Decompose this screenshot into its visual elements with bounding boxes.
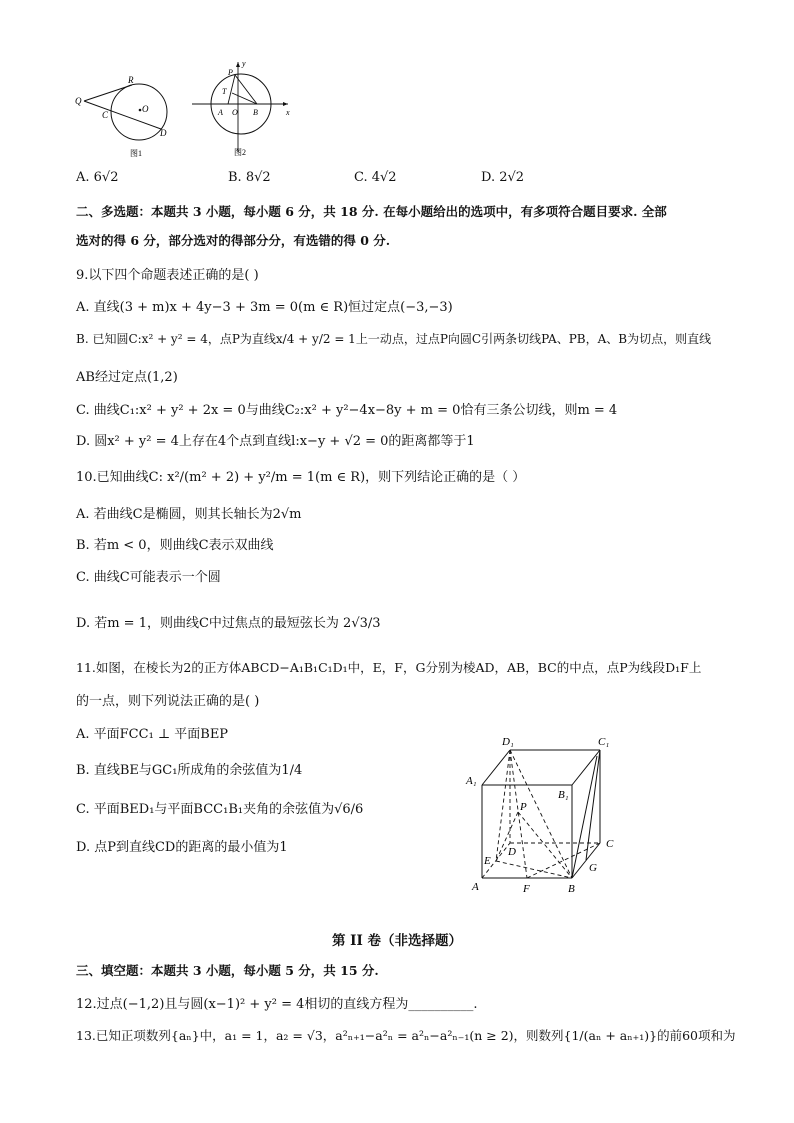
fig2-line-PA [228,75,235,104]
cube-label-D: D [508,846,516,858]
part2-title: 第 II 卷（非选择题） [331,933,463,949]
edge-C1-G [586,750,600,860]
q10-option-c: C. 曲线C可能表示一个圆 [76,570,221,585]
q8-option-c: C. 4√2 [354,170,397,185]
q9-option-b-line2: AB经过定点(1,2) [76,370,178,385]
fig2-label-B: B [253,108,258,117]
cube-label-C: C [606,838,614,850]
cube-label-A1: A₁ [466,775,477,787]
cube-label-G: G [589,862,597,874]
fig1-caption: 图1 [130,149,142,158]
q10-option-b: B. 若m < 0，则曲线C表示双曲线 [76,538,274,553]
cube-label-C1: C₁ [598,736,610,748]
cube-label-F: F [523,883,530,895]
q10-option-d: D. 若m = 1，则曲线C中过焦点的最短弦长为 2√3/3 [76,616,381,631]
q8-options [0,170,794,190]
fig2-label-x: x [286,108,290,117]
edge-C1-B [572,756,597,878]
q12-text: 12.过点(−1,2)且与圆(x−1)² + y² = 4相切的直线方程为__________. [76,997,478,1012]
cube-label-B1: B₁ [558,789,569,801]
fig2-label-O: O [232,108,238,117]
q9-option-b-line1: B. 已知圆C:x² + y² = 4，点P为直线x/4 + y/2 = 1上一动点，过点P向圆C引两条切线PA、PB，A、B为切点，则直线 [76,332,712,346]
q11-stem-line2: 的一点，则下列说法正确的是( ) [76,694,260,709]
cube-label-P: P [520,801,527,813]
fig1-secant-QD [84,101,161,129]
section2-line1: 二、多选题：本题共 3 小题，每小题 6 分，共 18 分. 在每小题给出的选项中，有多项符合题目要求. 全部 [76,204,667,219]
q10-option-a: A. 若曲线C是椭圆，则其长轴长为2√m [76,507,302,522]
seg-D1-F [510,750,527,878]
q9-option-c: C. 曲线C₁:x² + y² + 2x = 0与曲线C₂:x² + y²−4x−8y + m = 0恰有三条公切线，则m = 4 [76,403,618,418]
q11-stem-line1: 11.如图，在棱长为2的正方体ABCD−A₁B₁C₁D₁中，E，F，G分别为棱AD，AB，BC的中点，点P为线段D₁F上 [76,660,702,675]
fig2-y-arrow [236,62,240,67]
figure-1 [70,70,180,160]
section2-line2: 选对的得 6 分，部分选对的得部分分，有选错的得 0 分. [76,233,391,248]
fig2-label-A: A [218,108,223,117]
fig1-label-D: D [160,128,167,138]
cube-figure [460,730,630,895]
fig1-label-R: R [128,75,134,85]
q13-text: 13.已知正项数列{aₙ}中，a₁ = 1，a₂ = √3，a²ₙ₊₁−a²ₙ = a²ₙ−a²ₙ₋₁(n ≥ 2)，则数列{1/(aₙ + aₙ₊₁)}的前60项和为 [76,1028,736,1043]
q9-stem: 9.以下四个命题表述正确的是( ) [76,268,259,283]
q8-option-a: A. 6√2 [76,170,119,185]
fig1-label-Q: Q [75,96,82,106]
fig1-circle [111,84,167,140]
q11-option-a: A. 平面FCC₁ ⊥ 平面BEP [76,727,229,742]
q9-option-d: D. 圆x² + y² = 4上存在4个点到直线l:x−y + √2 = 0的距离都等于1 [76,434,475,449]
q10-stem: 10.已知曲线C: x²/(m² + 2) + y²/m = 1(m ∈ R)，则下列结论正确的是（ ） [76,470,526,485]
cube-label-D1: D₁ [502,736,514,748]
cube-label-A: A [472,881,479,893]
fig2-label-T: T [222,87,227,96]
q8-option-b: B. 8√2 [228,170,271,185]
fig1-center-dot [139,109,142,112]
cube-label-E: E [484,855,491,867]
fig1-tangent-QR [84,85,132,101]
q11-option-b: B. 直线BE与GC₁所成角的余弦值为1/4 [76,763,303,778]
q8-option-d: D. 2√2 [481,170,525,185]
q11-option-c: C. 平面BED₁与平面BCC₁B₁夹角的余弦值为√6/6 [76,802,364,817]
section3-line: 三、填空题：本题共 3 小题，每小题 5 分，共 15 分. [76,963,379,978]
figure-2 [188,60,298,160]
q9-option-a: A. 直线(3 + m)x + 4y−3 + 3m = 0(m ∈ R)恒过定点(−3,−3) [76,300,453,315]
cube-label-B: B [568,883,575,895]
fig2-x-arrow [283,102,288,106]
fig2-caption: 图2 [234,148,246,157]
fig2-label-y: y [242,60,246,68]
fig1-label-C: C [102,110,109,120]
fig2-label-P: P [228,68,233,77]
q11-option-d: D. 点P到直线CD的距离的最小值为1 [76,840,288,855]
fig1-label-O: O [142,104,149,114]
